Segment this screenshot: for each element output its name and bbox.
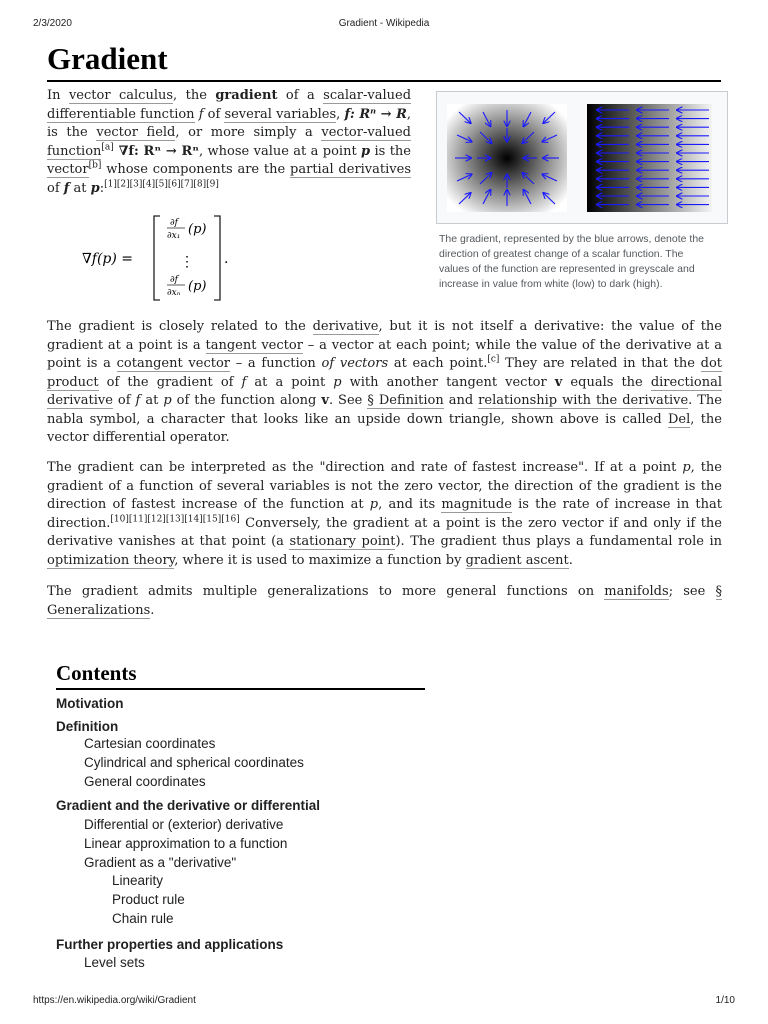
link-optimization-theory[interactable]: optimization theory [47,552,175,568]
svg-text:⋮: ⋮ [180,254,194,270]
link-derivative[interactable]: derivative [312,319,379,334]
toc-item[interactable]: General coordinates [84,774,206,789]
cite-note-c[interactable]: [c] [487,354,500,365]
gradient-illustration [447,104,717,212]
toc-item[interactable]: Product rule [112,892,185,907]
print-footer [0,995,768,1009]
paragraph-generalizations: The gradient admits multiple generalizations to more general functions on manifolds; see § Generalizations. [47,584,722,618]
svg-text:.: . [224,251,229,267]
cite-note-b[interactable]: [b] [88,160,102,171]
svg-text:∂f: ∂f [170,275,178,285]
toc-item[interactable]: Gradient as a "derivative" [84,855,237,870]
link-vector-valued-function[interactable]: vector-valued function [47,125,412,159]
print-header [0,18,768,32]
link-directional-derivative[interactable]: directional derivative [47,374,722,408]
toc-item[interactable]: Linearity [112,873,164,888]
link-relationship-derivative[interactable]: relationship with the derivative [478,393,689,408]
gradient-figure [436,91,728,224]
cite-refs-1-9[interactable]: [1][2][3][4][5][6][7][8][9] [104,179,219,190]
toc-item[interactable]: Motivation [56,696,124,711]
svg-text:(p): (p) [188,279,207,294]
math-map: f: Rⁿ → R [344,106,407,122]
math-nabla: ∇f: Rⁿ → Rⁿ [113,143,200,159]
contents-title: Contents [56,660,425,690]
link-manifolds[interactable]: manifolds [604,584,669,599]
link-tangent-vector[interactable]: tangent vector [205,337,303,353]
toc-item[interactable]: Level sets [84,955,145,970]
toc-item[interactable]: Cartesian coordinates [84,736,216,751]
cite-refs-10-16[interactable]: [10][11][12][13][14][15][16] [110,514,240,525]
toc-item[interactable]: Cylindrical and spherical coordinates [84,755,304,770]
figure-caption: The gradient, represented by the blue arrows, denote the direction of greatest change of a scalar function. The values of the function are represented in greyscale and increase in value from white (low) to dark (high). [439,233,705,290]
paragraph-interpretation: The gradient can be interpreted as the "direction and rate of fastest increase". If at a point p, the gradient of a function of several variables is not the zero vector, the direction of the gradient is the direction of fastest increase of the function at p, and its magnitude is the rate of increase in that direction.[10][11][12][13][14][15][16] Conversely, the gradient at a point is the zero vector if and only if the derivative vanishes at that point (a stationary point). The gradient thus plays a fundamental role in optimization theory, where it is used to maximize a function by gradient ascent. [47,460,722,568]
toc-item[interactable]: Gradient and the derivative or differential [56,798,321,813]
link-scalar-valued-function[interactable]: scalar-valued differentiable function [47,88,412,122]
link-vector-calculus[interactable]: vector calculus [68,88,174,103]
paragraph-derivative: The gradient is closely related to the derivative, but it is not itself a derivative: the value of the gradient at a point is a tangent vector – a vector at each point; while the value of the derivative at a point is a cotangent vector – a function of vectors at each point.[c] They are related in that the dot product of the gradient of f at a point p with another tangent vector v equals the directional derivative of f at p of the function along v. See § Definition and relationship with the derivative. The nabla symbol, a character that looks like an upside down triangle, shown above is called Del, the vector differential operator. [47,319,723,445]
link-gradient-ascent[interactable]: gradient ascent [465,552,569,568]
toc-item[interactable]: Differential or (exterior) derivative [84,817,284,832]
formula-lhs: ∇f(p) = [82,251,134,267]
link-stationary-point[interactable]: stationary point [289,534,396,549]
toc-item[interactable]: Linear approximation to a function [84,836,288,851]
article-title: Gradient [47,40,721,82]
link-vector[interactable]: vector [47,162,89,177]
link-partial-derivatives[interactable]: partial derivatives [290,162,411,177]
print-page-title: Gradient - Wikipedia [338,18,430,29]
link-section-definition[interactable]: § Definition [367,393,444,408]
print-url: https://en.wikipedia.org/wiki/Gradient [33,995,196,1006]
gradient-formula [82,212,262,304]
link-del[interactable]: Del [667,411,691,427]
print-date: 2/3/2020 [33,18,72,29]
cite-note-a[interactable]: [a] [101,142,114,153]
toc-item[interactable]: Chain rule [112,911,174,926]
lede-paragraph: In vector calculus, the gradient of a scalar-valued differentiable function f of several variables, f: Rⁿ → R, is the vector field, or more simply a vector-valued function[a] ∇f: Rⁿ → Rⁿ, whose value at a point p is the vector[b] whose components are the partial derivatives of f at p:[1][2][3][4][5][6][7][8][9] [47,88,412,196]
svg-text:∂xₙ: ∂xₙ [167,288,181,298]
link-several-variables[interactable]: several variables [224,106,337,122]
svg-text:∂f: ∂f [170,218,178,228]
toc-item[interactable]: Further properties and applications [56,937,284,952]
link-vector-field[interactable]: vector field [96,125,176,140]
bold-gradient: gradient [215,88,278,103]
print-page-number: 1/10 [715,995,735,1006]
link-section-generalizations[interactable]: § Generalizations [47,584,722,618]
svg-text:∂x₁: ∂x₁ [167,231,181,241]
toc-item[interactable]: Definition [56,719,119,734]
link-dot-product[interactable]: dot product [47,356,722,390]
link-cotangent-vector[interactable]: cotangent vector [116,356,230,371]
link-magnitude[interactable]: magnitude [441,497,512,512]
svg-text:(p): (p) [188,222,207,237]
